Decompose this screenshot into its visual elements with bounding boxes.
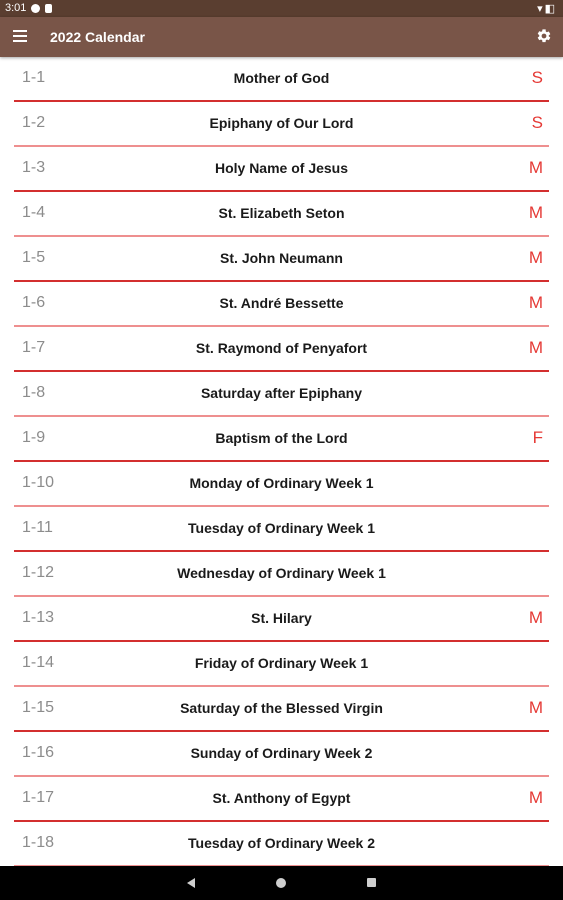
entry-rank: S (531, 68, 543, 87)
entry-date: 1-18 (22, 834, 55, 851)
entry-name: Baptism of the Lord (215, 430, 348, 446)
entry-name: St. André Bessette (219, 295, 344, 311)
entry-name: Epiphany of Our Lord (209, 115, 354, 131)
entry-name: Mother of God (233, 70, 330, 86)
entry-date: 1-2 (22, 114, 46, 131)
list-item[interactable] (14, 237, 549, 282)
entry-name: St. Raymond of Penyafort (195, 340, 368, 356)
entry-rank: M (528, 788, 543, 807)
recent-apps-icon[interactable] (367, 878, 376, 887)
entry-name: St. Hilary (251, 610, 312, 626)
list-item[interactable] (14, 462, 549, 507)
entry-name: St. Anthony of Egypt (212, 790, 351, 806)
entry-date: 1-5 (22, 249, 46, 266)
entry-name: Tuesday of Ordinary Week 2 (188, 835, 375, 851)
wifi-battery-icon: ▾◧ (537, 3, 557, 15)
back-icon[interactable] (187, 878, 195, 888)
entry-date: 1-4 (22, 204, 46, 221)
list-item[interactable] (14, 687, 549, 732)
entry-rank: F (532, 428, 543, 447)
list-item[interactable] (14, 192, 549, 237)
entry-name: St. Elizabeth Seton (218, 205, 345, 221)
notification-icon (31, 4, 40, 13)
entry-name: Holy Name of Jesus (214, 160, 349, 176)
entry-name: Saturday after Epiphany (200, 385, 363, 401)
list-item[interactable] (14, 732, 549, 777)
entry-date: 1-10 (22, 474, 55, 491)
entry-rank: M (528, 158, 543, 177)
entry-date: 1-15 (22, 699, 55, 716)
menu-icon[interactable] (13, 30, 27, 42)
entry-rank: M (528, 293, 543, 312)
entry-name: St. John Neumann (220, 250, 343, 266)
entry-date: 1-12 (22, 564, 55, 581)
entry-name: Tuesday of Ordinary Week 1 (188, 520, 375, 536)
entry-name: Sunday of Ordinary Week 2 (190, 745, 373, 761)
entry-rank: M (528, 338, 543, 357)
sd-card-icon (45, 4, 52, 13)
app-title: 2022 Calendar (50, 29, 145, 45)
calendar-list[interactable] (0, 57, 563, 866)
entry-date: 1-3 (22, 159, 46, 176)
list-item[interactable] (14, 147, 549, 192)
list-item[interactable] (14, 597, 549, 642)
entry-date: 1-16 (22, 744, 55, 761)
entry-rank: M (528, 608, 543, 627)
entry-date: 1-9 (22, 429, 46, 446)
entry-name: Saturday of the Blessed Virgin (180, 700, 383, 716)
entry-date: 1-13 (22, 609, 55, 626)
status-time: 3:01 (5, 2, 27, 14)
entry-name: Friday of Ordinary Week 1 (194, 655, 369, 671)
list-item[interactable] (14, 822, 549, 866)
entry-rank: M (528, 203, 543, 222)
entry-rank: M (528, 698, 543, 717)
entry-name: Wednesday of Ordinary Week 1 (177, 565, 386, 581)
entry-date: 1-7 (22, 339, 46, 356)
app-bar (0, 17, 563, 57)
entry-date: 1-8 (22, 384, 46, 401)
list-item[interactable] (14, 282, 549, 327)
entry-rank: M (528, 248, 543, 267)
list-item[interactable] (14, 417, 549, 462)
entry-date: 1-17 (22, 789, 55, 806)
list-item[interactable] (14, 777, 549, 822)
status-bar (0, 0, 563, 17)
list-item[interactable] (14, 552, 549, 597)
navigation-bar (0, 866, 563, 900)
list-item[interactable] (14, 327, 549, 372)
entry-date: 1-11 (22, 519, 53, 536)
list-item[interactable] (14, 372, 549, 417)
entry-name: Monday of Ordinary Week 1 (189, 475, 374, 491)
entry-date: 1-14 (22, 654, 55, 671)
list-item[interactable] (14, 507, 549, 552)
list-item[interactable] (14, 57, 549, 102)
entry-date: 1-1 (22, 69, 46, 86)
list-item[interactable] (14, 102, 549, 147)
gear-icon[interactable] (536, 28, 552, 44)
entry-rank: S (531, 113, 543, 132)
home-icon[interactable] (276, 878, 286, 888)
list-item[interactable] (14, 642, 549, 687)
entry-date: 1-6 (22, 294, 46, 311)
